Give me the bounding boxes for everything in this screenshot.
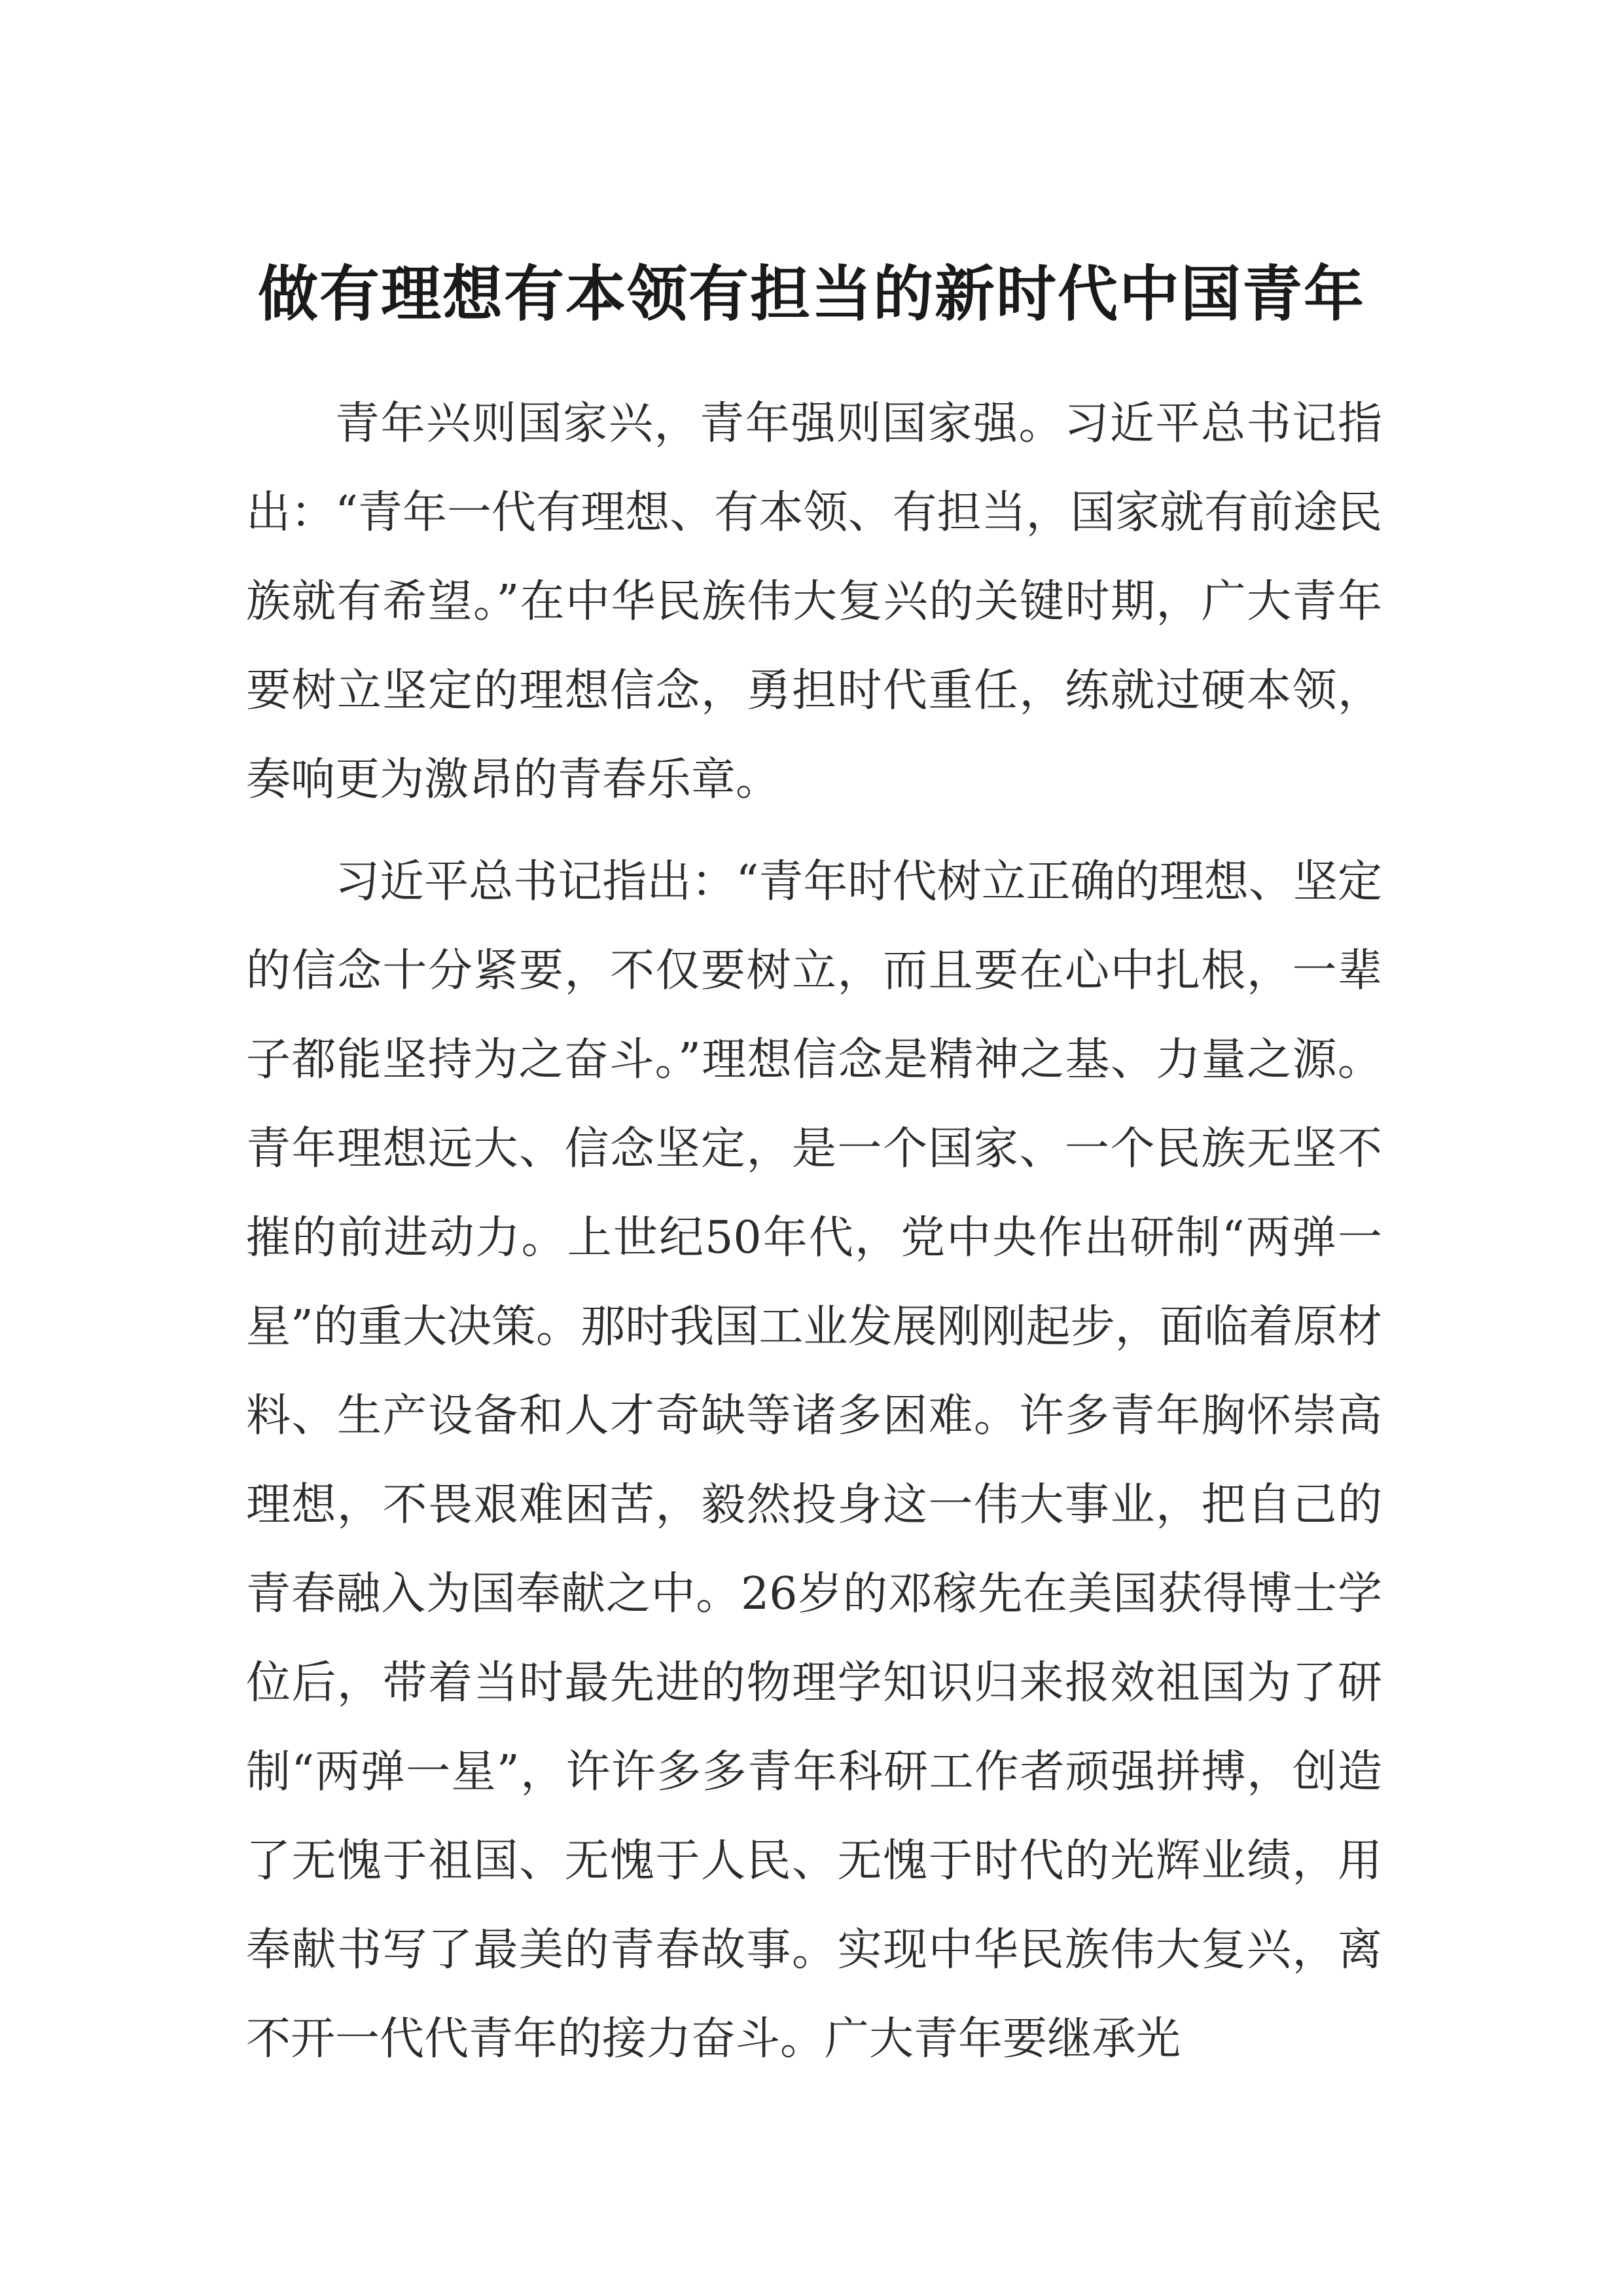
paragraph-2: 习近平总书记指出：“青年时代树立正确的理想、坚定的信念十分紧要，不仅要树立，而且要在心中扎根，一辈子都能坚持为之奋斗。”理想信念是精神之基、力量之源。青年理想远大、信念坚定，是一个国家、一个民族无坚不摧的前进动力。上世纪50年代，党中央作出研制“两弹一星”的重大决策。那时我国工业发展刚刚起步，面临着原材料、生产设备和人才奇缺等诸多困难。许多青年胸怀崇高理想，不畏艰难困苦，毅然投身这一伟大事业，把自己的青春融入为国奉献之中。26岁的邓稼先在美国获得博士学位后，带着当时最先进的物理学知识归来报效祖国为了研制“两弹一星”，许许多多青年科研工作者顽强拼搏，创造了无愧于祖国、无愧于人民、无愧于时代的光辉业绩，用奉献书写了最美的青春故事。实现中华民族伟大复兴，离不开一代代青年的接力奋斗。广大青年要继承光 (246, 856, 1382, 2065)
document-title: 做有理想有本领有担当的新时代中国青年 (257, 259, 1365, 329)
paragraph-1: 青年兴则国家兴，青年强则国家强。习近平总书记指出：“青年一代有理想、有本领、有担当，国家就有前途民族就有希望。”在中华民族伟大复兴的关键时期，广大青年要树立坚定的理想信念，勇担时代重任，练就过硬本领，奏响更为激昂的青春乐章。 (246, 398, 1382, 806)
